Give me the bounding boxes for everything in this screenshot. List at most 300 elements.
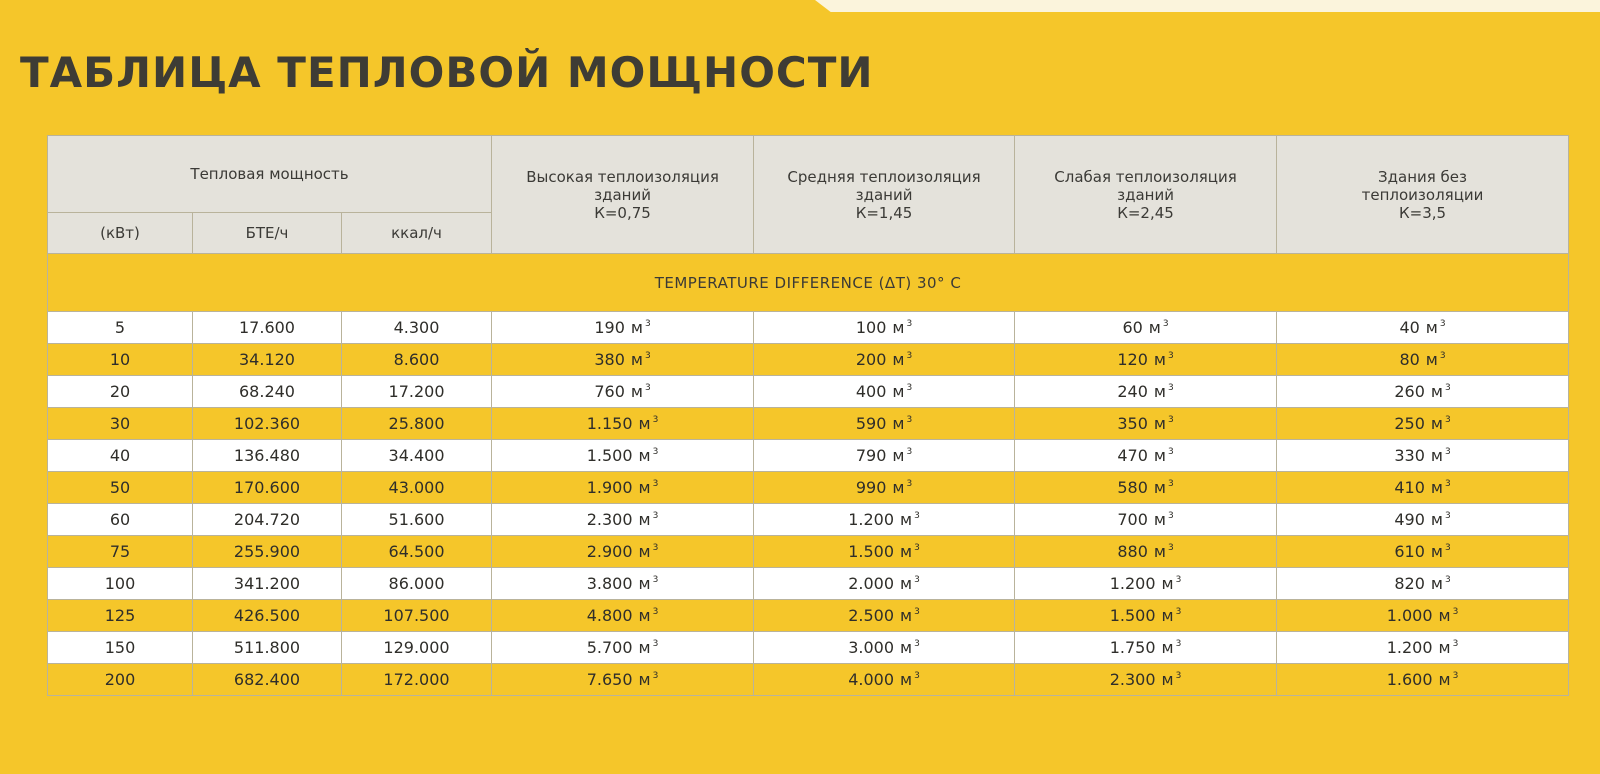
volume-unit: м — [892, 382, 905, 401]
cell-value: 7.650 — [586, 670, 633, 689]
cell-value: 150 — [104, 638, 136, 657]
volume-medium-insulation-cell — [754, 632, 1015, 664]
insulation-k-value: К=0,75 — [594, 203, 651, 222]
power-kw-cell — [48, 344, 193, 376]
volume-unit: м — [1148, 318, 1161, 337]
volume-weak-insulation-cell — [1015, 632, 1277, 664]
unit-header-btu: БТЕ/ч — [193, 213, 342, 254]
power-kw-cell — [48, 376, 193, 408]
volume-unit-power: 3 — [1444, 415, 1451, 425]
top-edge-decoration — [815, 0, 1600, 12]
volume-unit: м — [638, 574, 651, 593]
volume-unit-power: 3 — [906, 479, 913, 489]
cell-value: 3.800 — [586, 574, 633, 593]
power-group-header: Тепловая мощность — [48, 136, 492, 213]
volume-medium-insulation-cell — [754, 408, 1015, 440]
volume-unit-power: 3 — [1175, 639, 1182, 649]
volume-weak-insulation-cell — [1015, 408, 1277, 440]
insulation-header-line2: зданий — [594, 185, 651, 204]
cell-value: 100 — [855, 318, 887, 337]
volume-unit: м — [900, 606, 913, 625]
power-kcal-cell — [342, 312, 492, 344]
volume-unit-power: 3 — [906, 447, 913, 457]
volume-high-insulation-cell — [492, 536, 754, 568]
volume-unit: м — [630, 318, 643, 337]
volume-unit-power: 3 — [652, 543, 659, 553]
cell-value: 580 — [1117, 478, 1148, 497]
cell-value: 86.000 — [388, 574, 445, 593]
volume-unit: м — [1430, 382, 1443, 401]
volume-unit-power: 3 — [1452, 639, 1459, 649]
volume-no-insulation-cell — [1277, 472, 1569, 504]
table-row — [48, 376, 1569, 408]
power-kcal-cell — [342, 568, 492, 600]
cell-value: 330 — [1394, 446, 1425, 465]
table-row — [48, 632, 1569, 664]
volume-unit: м — [1161, 574, 1174, 593]
cell-value: 1.200 — [1386, 638, 1433, 657]
volume-unit-power: 3 — [914, 639, 920, 649]
cell-value: 170.600 — [233, 478, 301, 497]
power-kcal-cell — [342, 536, 492, 568]
cell-value: 682.400 — [233, 670, 301, 689]
power-kw-cell — [48, 568, 193, 600]
insulation-header-line1: Слабая теплоизоляция — [1054, 167, 1237, 186]
power-kcal-cell — [342, 504, 492, 536]
volume-unit-power: 3 — [1175, 671, 1182, 681]
power-btu-cell — [193, 568, 342, 600]
volume-weak-insulation-cell — [1015, 504, 1277, 536]
volume-unit-power: 3 — [1167, 543, 1174, 553]
volume-unit: м — [1161, 638, 1174, 657]
volume-unit: м — [1153, 510, 1166, 529]
unit-header-kcal: ккал/ч — [342, 213, 492, 254]
cell-value: 1.000 — [1386, 606, 1433, 625]
volume-unit-power: 3 — [1162, 319, 1169, 329]
cell-value: 60 — [1122, 318, 1143, 337]
insulation-header-line1: Средняя теплоизоляция — [787, 167, 981, 186]
volume-unit: м — [892, 446, 905, 465]
volume-unit-power: 3 — [1444, 447, 1451, 457]
cell-value: 1.500 — [848, 542, 895, 561]
volume-unit-power: 3 — [652, 639, 659, 649]
volume-high-insulation-cell — [492, 344, 754, 376]
power-btu-cell — [193, 440, 342, 472]
volume-medium-insulation-cell — [754, 472, 1015, 504]
cell-value: 64.500 — [388, 542, 445, 561]
volume-unit-power: 3 — [1452, 671, 1459, 681]
power-kcal-cell — [342, 632, 492, 664]
power-kw-cell — [48, 504, 193, 536]
volume-unit: м — [900, 638, 913, 657]
cell-value: 190 — [594, 318, 625, 337]
volume-unit-power: 3 — [1452, 607, 1459, 617]
cell-value: 610 — [1394, 542, 1425, 561]
cell-value: 4.300 — [393, 318, 440, 337]
cell-value: 40 — [1399, 318, 1420, 337]
volume-unit-power: 3 — [914, 511, 920, 521]
volume-high-insulation-cell — [492, 632, 754, 664]
table-body — [48, 312, 1569, 696]
volume-no-insulation-cell — [1277, 664, 1569, 696]
cell-value: 426.500 — [233, 606, 301, 625]
volume-unit: м — [900, 574, 913, 593]
power-kcal-cell — [342, 344, 492, 376]
volume-unit: м — [900, 510, 913, 529]
volume-unit-power: 3 — [914, 575, 920, 585]
cell-value: 2.300 — [586, 510, 633, 529]
volume-no-insulation-cell — [1277, 536, 1569, 568]
power-btu-cell — [193, 536, 342, 568]
volume-unit: м — [1425, 350, 1438, 369]
volume-unit: м — [1153, 414, 1166, 433]
volume-unit: м — [638, 510, 651, 529]
cell-value: 260 — [1394, 382, 1425, 401]
volume-unit: м — [892, 478, 905, 497]
table-row — [48, 408, 1569, 440]
cell-value: 880 — [1117, 542, 1148, 561]
insulation-header-line2: зданий — [1117, 185, 1174, 204]
table-row — [48, 312, 1569, 344]
temperature-difference-row: TEMPERATURE DIFFERENCE (ΔT) 30° C — [48, 254, 1569, 312]
cell-value: 380 — [594, 350, 625, 369]
cell-value: 240 — [1117, 382, 1148, 401]
volume-weak-insulation-cell — [1015, 344, 1277, 376]
cell-value: 10 — [109, 350, 131, 369]
cell-value: 470 — [1117, 446, 1148, 465]
volume-medium-insulation-cell — [754, 536, 1015, 568]
cell-value: 511.800 — [233, 638, 301, 657]
cell-value: 34.120 — [239, 350, 295, 369]
volume-weak-insulation-cell — [1015, 536, 1277, 568]
insulation-header-line1: Высокая теплоизоляция — [526, 167, 719, 186]
volume-unit-power: 3 — [644, 383, 651, 393]
volume-unit-power: 3 — [1444, 575, 1451, 585]
volume-unit: м — [638, 606, 651, 625]
power-btu-cell — [193, 504, 342, 536]
volume-unit: м — [1430, 542, 1443, 561]
power-kw-cell — [48, 632, 193, 664]
volume-high-insulation-cell — [492, 568, 754, 600]
volume-unit-power: 3 — [906, 383, 913, 393]
volume-high-insulation-cell — [492, 600, 754, 632]
cell-value: 1.150 — [586, 414, 633, 433]
volume-unit: м — [1153, 478, 1166, 497]
volume-high-insulation-cell — [492, 664, 754, 696]
volume-unit-power: 3 — [1175, 575, 1182, 585]
volume-medium-insulation-cell — [754, 344, 1015, 376]
volume-no-insulation-cell — [1277, 344, 1569, 376]
power-kcal-cell — [342, 408, 492, 440]
power-kw-cell — [48, 312, 193, 344]
cell-value: 129.000 — [383, 638, 450, 657]
power-kcal-cell — [342, 664, 492, 696]
cell-value: 25.800 — [388, 414, 445, 433]
volume-unit: м — [1153, 350, 1166, 369]
page-title: ТАБЛИЦА ТЕПЛОВОЙ МОЩНОСТИ — [20, 48, 874, 97]
power-kcal-cell — [342, 440, 492, 472]
cell-value: 1.750 — [1109, 638, 1156, 657]
insulation-header-line2: теплоизоляции — [1361, 185, 1484, 204]
table-row — [48, 504, 1569, 536]
cell-value: 102.360 — [233, 414, 301, 433]
cell-value: 100 — [104, 574, 136, 593]
volume-unit-power: 3 — [644, 319, 651, 329]
volume-unit-power: 3 — [906, 415, 913, 425]
insulation-header-medium — [754, 136, 1015, 254]
volume-unit-power: 3 — [1167, 511, 1174, 521]
cell-value: 400 — [855, 382, 887, 401]
volume-medium-insulation-cell — [754, 600, 1015, 632]
volume-weak-insulation-cell — [1015, 440, 1277, 472]
volume-unit: м — [892, 350, 905, 369]
volume-unit-power: 3 — [1167, 479, 1174, 489]
volume-unit-power: 3 — [1439, 319, 1446, 329]
volume-unit: м — [1153, 446, 1166, 465]
volume-unit: м — [900, 670, 913, 689]
power-btu-cell — [193, 664, 342, 696]
cell-value: 40 — [109, 446, 131, 465]
volume-unit-power: 3 — [1167, 351, 1174, 361]
volume-unit: м — [1438, 638, 1451, 657]
power-btu-cell — [193, 344, 342, 376]
volume-unit-power: 3 — [652, 607, 659, 617]
volume-no-insulation-cell — [1277, 312, 1569, 344]
cell-value: 51.600 — [388, 510, 445, 529]
volume-weak-insulation-cell — [1015, 376, 1277, 408]
volume-unit: м — [892, 414, 905, 433]
power-kcal-cell — [342, 376, 492, 408]
volume-weak-insulation-cell — [1015, 664, 1277, 696]
volume-unit: м — [638, 414, 651, 433]
volume-unit-power: 3 — [1175, 607, 1182, 617]
cell-value: 255.900 — [233, 542, 301, 561]
cell-value: 172.000 — [383, 670, 450, 689]
table-row — [48, 472, 1569, 504]
volume-unit: м — [1430, 510, 1443, 529]
cell-value: 75 — [109, 542, 131, 561]
cell-value: 3.000 — [848, 638, 895, 657]
cell-value: 1.200 — [848, 510, 895, 529]
volume-unit: м — [638, 542, 651, 561]
cell-value: 43.000 — [388, 478, 445, 497]
power-kw-cell — [48, 536, 193, 568]
cell-value: 410 — [1394, 478, 1425, 497]
cell-value: 760 — [594, 382, 625, 401]
volume-unit: м — [1430, 446, 1443, 465]
power-kcal-cell — [342, 472, 492, 504]
volume-medium-insulation-cell — [754, 504, 1015, 536]
volume-unit-power: 3 — [906, 351, 913, 361]
cell-value: 5 — [114, 318, 126, 337]
table-row — [48, 664, 1569, 696]
volume-no-insulation-cell — [1277, 600, 1569, 632]
insulation-k-value: К=1,45 — [855, 203, 913, 222]
volume-high-insulation-cell — [492, 440, 754, 472]
cell-value: 120 — [1117, 350, 1148, 369]
volume-no-insulation-cell — [1277, 440, 1569, 472]
volume-unit: м — [630, 382, 643, 401]
volume-medium-insulation-cell — [754, 312, 1015, 344]
volume-medium-insulation-cell — [754, 568, 1015, 600]
volume-unit-power: 3 — [652, 671, 659, 681]
power-kcal-cell — [342, 600, 492, 632]
volume-unit: м — [900, 542, 913, 561]
insulation-k-value: К=3,5 — [1398, 203, 1447, 222]
volume-unit-power: 3 — [652, 479, 659, 489]
volume-unit: м — [892, 318, 905, 337]
cell-value: 50 — [109, 478, 131, 497]
volume-unit: м — [1438, 606, 1451, 625]
volume-unit-power: 3 — [652, 511, 659, 521]
volume-weak-insulation-cell — [1015, 568, 1277, 600]
volume-unit-power: 3 — [1167, 383, 1174, 393]
volume-unit: м — [1161, 606, 1174, 625]
volume-unit-power: 3 — [914, 671, 920, 681]
volume-unit-power: 3 — [652, 415, 659, 425]
table-row — [48, 344, 1569, 376]
volume-unit: м — [638, 670, 651, 689]
power-btu-cell — [193, 376, 342, 408]
cell-value: 341.200 — [233, 574, 301, 593]
cell-value: 700 — [1117, 510, 1148, 529]
cell-value: 1.500 — [1109, 606, 1156, 625]
volume-unit: м — [1430, 478, 1443, 497]
power-btu-cell — [193, 600, 342, 632]
power-btu-cell — [193, 472, 342, 504]
volume-high-insulation-cell — [492, 408, 754, 440]
cell-value: 20 — [109, 382, 131, 401]
heat-output-table — [47, 135, 1569, 696]
insulation-header-weak — [1015, 136, 1277, 254]
volume-unit: м — [1438, 670, 1451, 689]
power-btu-cell — [193, 408, 342, 440]
volume-unit: м — [1430, 574, 1443, 593]
table-row — [48, 536, 1569, 568]
volume-unit: м — [1161, 670, 1174, 689]
cell-value: 5.700 — [586, 638, 633, 657]
power-kw-cell — [48, 664, 193, 696]
cell-value: 107.500 — [383, 606, 450, 625]
volume-no-insulation-cell — [1277, 568, 1569, 600]
volume-high-insulation-cell — [492, 472, 754, 504]
cell-value: 790 — [855, 446, 887, 465]
cell-value: 8.600 — [393, 350, 440, 369]
volume-unit-power: 3 — [652, 447, 659, 457]
cell-value: 4.800 — [586, 606, 633, 625]
insulation-header-line1: Здания без — [1378, 167, 1468, 186]
cell-value: 68.240 — [239, 382, 295, 401]
insulation-header-line2: зданий — [855, 185, 913, 204]
power-kw-cell — [48, 440, 193, 472]
volume-unit-power: 3 — [906, 319, 913, 329]
cell-value: 990 — [855, 478, 887, 497]
volume-weak-insulation-cell — [1015, 472, 1277, 504]
volume-no-insulation-cell — [1277, 632, 1569, 664]
volume-unit-power: 3 — [1439, 351, 1446, 361]
volume-unit-power: 3 — [652, 575, 659, 585]
volume-unit-power: 3 — [644, 351, 651, 361]
volume-unit: м — [638, 638, 651, 657]
cell-value: 490 — [1394, 510, 1425, 529]
insulation-header-high — [492, 136, 754, 254]
cell-value: 80 — [1399, 350, 1420, 369]
cell-value: 590 — [855, 414, 887, 433]
cell-value: 200 — [104, 670, 136, 689]
volume-unit-power: 3 — [1444, 511, 1451, 521]
cell-value: 350 — [1117, 414, 1148, 433]
volume-medium-insulation-cell — [754, 440, 1015, 472]
volume-unit: м — [1153, 382, 1166, 401]
cell-value: 125 — [104, 606, 136, 625]
volume-unit: м — [1430, 414, 1443, 433]
cell-value: 2.500 — [848, 606, 895, 625]
unit-header-kw: (кВт) — [48, 213, 193, 254]
volume-unit-power: 3 — [1167, 447, 1174, 457]
cell-value: 34.400 — [388, 446, 445, 465]
cell-value: 17.200 — [388, 382, 445, 401]
cell-value: 204.720 — [233, 510, 301, 529]
volume-no-insulation-cell — [1277, 504, 1569, 536]
volume-no-insulation-cell — [1277, 408, 1569, 440]
insulation-header-none — [1277, 136, 1569, 254]
cell-value: 4.000 — [848, 670, 895, 689]
volume-medium-insulation-cell — [754, 664, 1015, 696]
cell-value: 60 — [109, 510, 131, 529]
table-row — [48, 568, 1569, 600]
cell-value: 2.000 — [848, 574, 895, 593]
volume-weak-insulation-cell — [1015, 600, 1277, 632]
cell-value: 200 — [855, 350, 887, 369]
power-kw-cell — [48, 472, 193, 504]
cell-value: 1.200 — [1109, 574, 1156, 593]
power-kw-cell — [48, 408, 193, 440]
volume-unit-power: 3 — [914, 607, 920, 617]
volume-weak-insulation-cell — [1015, 312, 1277, 344]
volume-unit: м — [1153, 542, 1166, 561]
cell-value: 250 — [1394, 414, 1425, 433]
cell-value: 17.600 — [239, 318, 295, 337]
volume-unit: м — [638, 478, 651, 497]
cell-value: 2.300 — [1109, 670, 1156, 689]
volume-unit-power: 3 — [1444, 543, 1451, 553]
table-row — [48, 440, 1569, 472]
volume-medium-insulation-cell — [754, 376, 1015, 408]
cell-value: 2.900 — [586, 542, 633, 561]
cell-value: 30 — [109, 414, 131, 433]
cell-value: 1.900 — [586, 478, 633, 497]
volume-unit: м — [638, 446, 651, 465]
volume-high-insulation-cell — [492, 504, 754, 536]
volume-unit-power: 3 — [1444, 383, 1451, 393]
cell-value: 820 — [1394, 574, 1425, 593]
power-btu-cell — [193, 632, 342, 664]
volume-unit-power: 3 — [1444, 479, 1451, 489]
volume-unit: м — [1425, 318, 1438, 337]
volume-high-insulation-cell — [492, 376, 754, 408]
volume-no-insulation-cell — [1277, 376, 1569, 408]
volume-high-insulation-cell — [492, 312, 754, 344]
power-btu-cell — [193, 312, 342, 344]
table-row — [48, 600, 1569, 632]
cell-value: 1.500 — [586, 446, 633, 465]
volume-unit: м — [630, 350, 643, 369]
power-kw-cell — [48, 600, 193, 632]
insulation-k-value: К=2,45 — [1117, 203, 1174, 222]
cell-value: 136.480 — [233, 446, 301, 465]
volume-unit-power: 3 — [914, 543, 920, 553]
volume-unit-power: 3 — [1167, 415, 1174, 425]
